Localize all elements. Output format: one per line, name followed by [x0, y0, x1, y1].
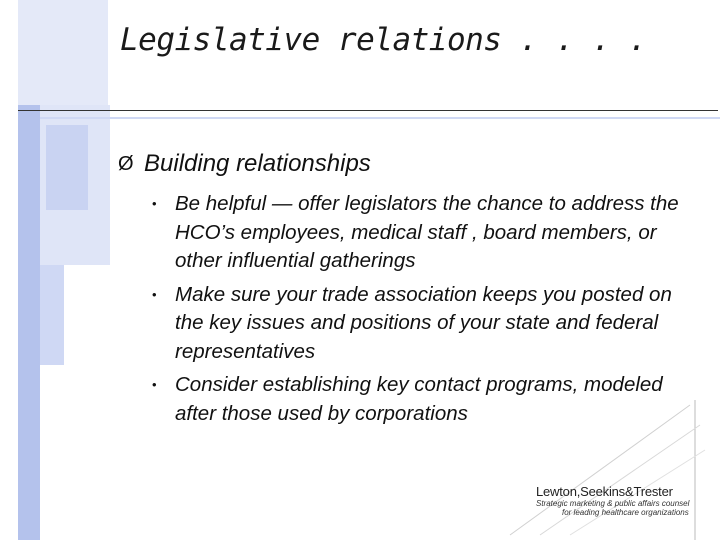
logo-tagline-1: Strategic marketing & public affairs counsel [536, 499, 690, 508]
list-item [152, 190, 692, 276]
heading-building-relationships [118, 150, 371, 178]
arrow-bullet-icon: Ø [118, 152, 134, 175]
list-item [152, 371, 692, 428]
bullet-dot-icon: • [152, 286, 157, 302]
decor-block-inner [46, 125, 88, 210]
logo-name: Lewton,Seekins&Trester [536, 484, 673, 499]
bullet-list [152, 190, 692, 433]
bullet-dot-icon: • [152, 377, 157, 392]
title-divider [18, 110, 718, 111]
list-item [152, 281, 692, 367]
title-divider-accent [40, 117, 720, 119]
company-logo [536, 484, 706, 517]
decor-stripe [18, 105, 40, 540]
bullet-dot-icon: • [152, 196, 157, 211]
bullet-text: Make sure your trade association keeps you posted on the key issues and positions of your state and federal representatives [175, 282, 672, 363]
heading-text: Building relationships [144, 150, 371, 177]
logo-tagline-2: for leading healthcare organizations [562, 508, 689, 517]
bullet-text: Be helpful — offer legislators the chance to address the HCO’s employees, medical staff , board members, or other influential gatherings [175, 192, 679, 272]
bullet-text: Consider establishing key contact programs, modeled after those used by corporations [175, 373, 663, 425]
slide-title: Legislative relations . . . . [120, 22, 647, 58]
decor-block-top [18, 0, 108, 105]
